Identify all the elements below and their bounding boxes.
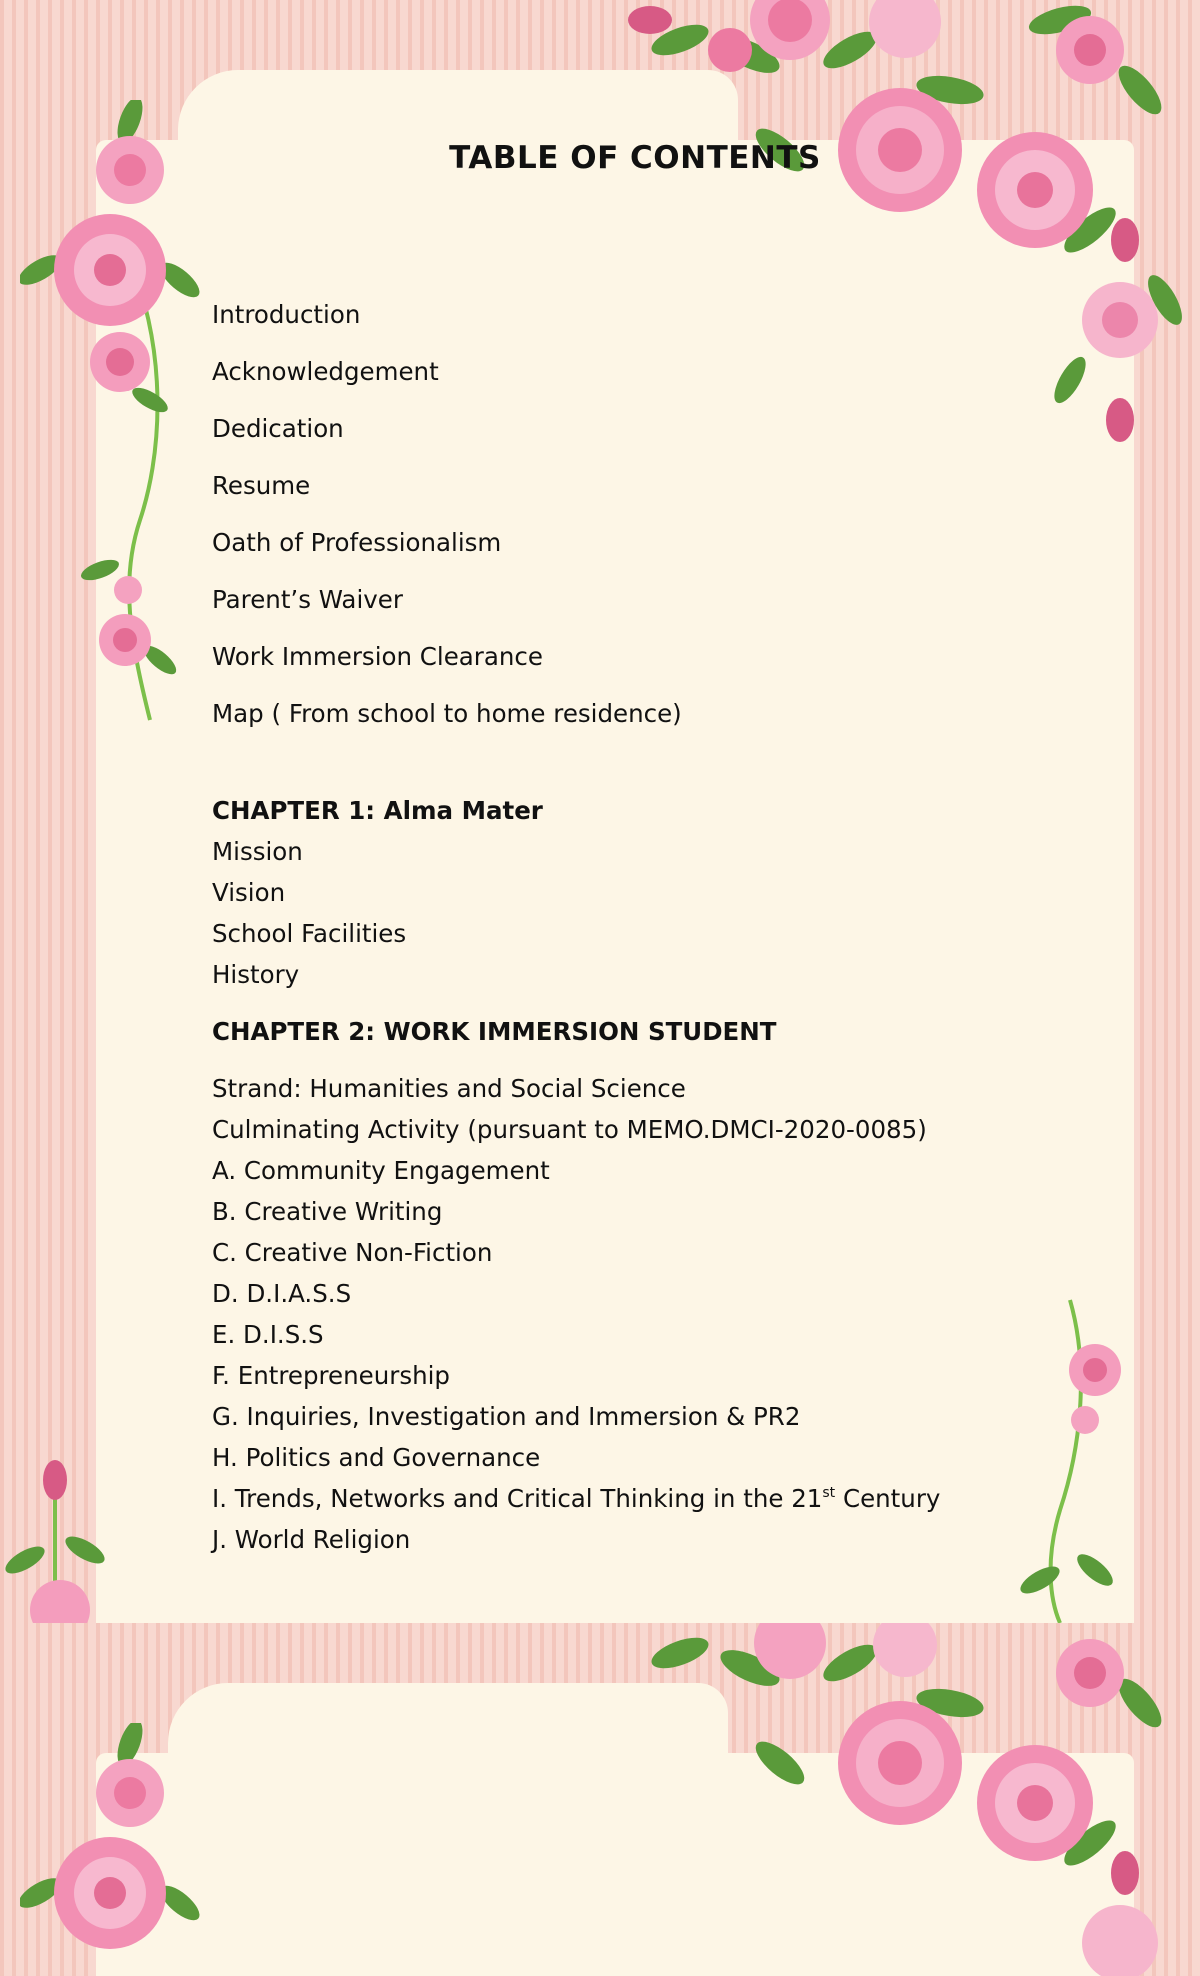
toc-item: B. Creative Writing bbox=[212, 1197, 443, 1226]
rose-cluster-top-right-icon bbox=[620, 1623, 1200, 1976]
page-title: TABLE OF CONTENTS bbox=[449, 140, 821, 176]
toc-item: G. Inquiries, Investigation and Immersion & PR2 bbox=[212, 1402, 801, 1431]
rose-vine-left-icon bbox=[20, 1723, 200, 1976]
toc-item: E. D.I.S.S bbox=[212, 1320, 324, 1349]
toc-item: C. Creative Non-Fiction bbox=[212, 1238, 493, 1267]
toc-item: J. World Religion bbox=[212, 1525, 411, 1554]
toc-item: A. Community Engagement bbox=[212, 1156, 550, 1185]
toc-item-text: Century bbox=[835, 1484, 941, 1513]
table-of-contents bbox=[212, 300, 1032, 1555]
rose-vine-bottom-right-icon bbox=[1020, 1280, 1180, 1623]
toc-item: Resume bbox=[212, 471, 311, 500]
toc-item-text: I. Trends, Networks and Critical Thinking in the 21 bbox=[212, 1484, 823, 1513]
toc-item: Introduction bbox=[212, 300, 361, 329]
toc-item: D. D.I.A.S.S bbox=[212, 1279, 352, 1308]
toc-item bbox=[212, 1484, 1032, 1514]
toc-item: Strand: Humanities and Social Science bbox=[212, 1074, 686, 1103]
toc-item: F. Entrepreneurship bbox=[212, 1361, 450, 1390]
toc-item-superscript: st bbox=[822, 1485, 836, 1501]
document-page-2 bbox=[0, 1623, 1200, 1976]
toc-item: Culminating Activity (pursuant to MEMO.DMCI-2020-0085) bbox=[212, 1115, 927, 1144]
toc-item: Dedication bbox=[212, 414, 344, 443]
toc-item: Mission bbox=[212, 837, 303, 866]
rose-vine-left-icon bbox=[20, 100, 200, 740]
toc-item: History bbox=[212, 960, 300, 989]
toc-item: Vision bbox=[212, 878, 286, 907]
chapter-2-heading: CHAPTER 2: WORK IMMERSION STUDENT bbox=[212, 1017, 777, 1046]
toc-item: Parent’s Waiver bbox=[212, 585, 403, 614]
toc-item: H. Politics and Governance bbox=[212, 1443, 541, 1472]
toc-item: Work Immersion Clearance bbox=[212, 642, 543, 671]
chapter-1-heading: CHAPTER 1: Alma Mater bbox=[212, 796, 543, 825]
toc-item: Acknowledgement bbox=[212, 357, 439, 386]
toc-item: School Facilities bbox=[212, 919, 407, 948]
toc-item: Oath of Professionalism bbox=[212, 528, 502, 557]
rose-bud-bottom-left-icon bbox=[0, 1440, 110, 1623]
toc-item: Map ( From school to home residence) bbox=[212, 699, 682, 728]
